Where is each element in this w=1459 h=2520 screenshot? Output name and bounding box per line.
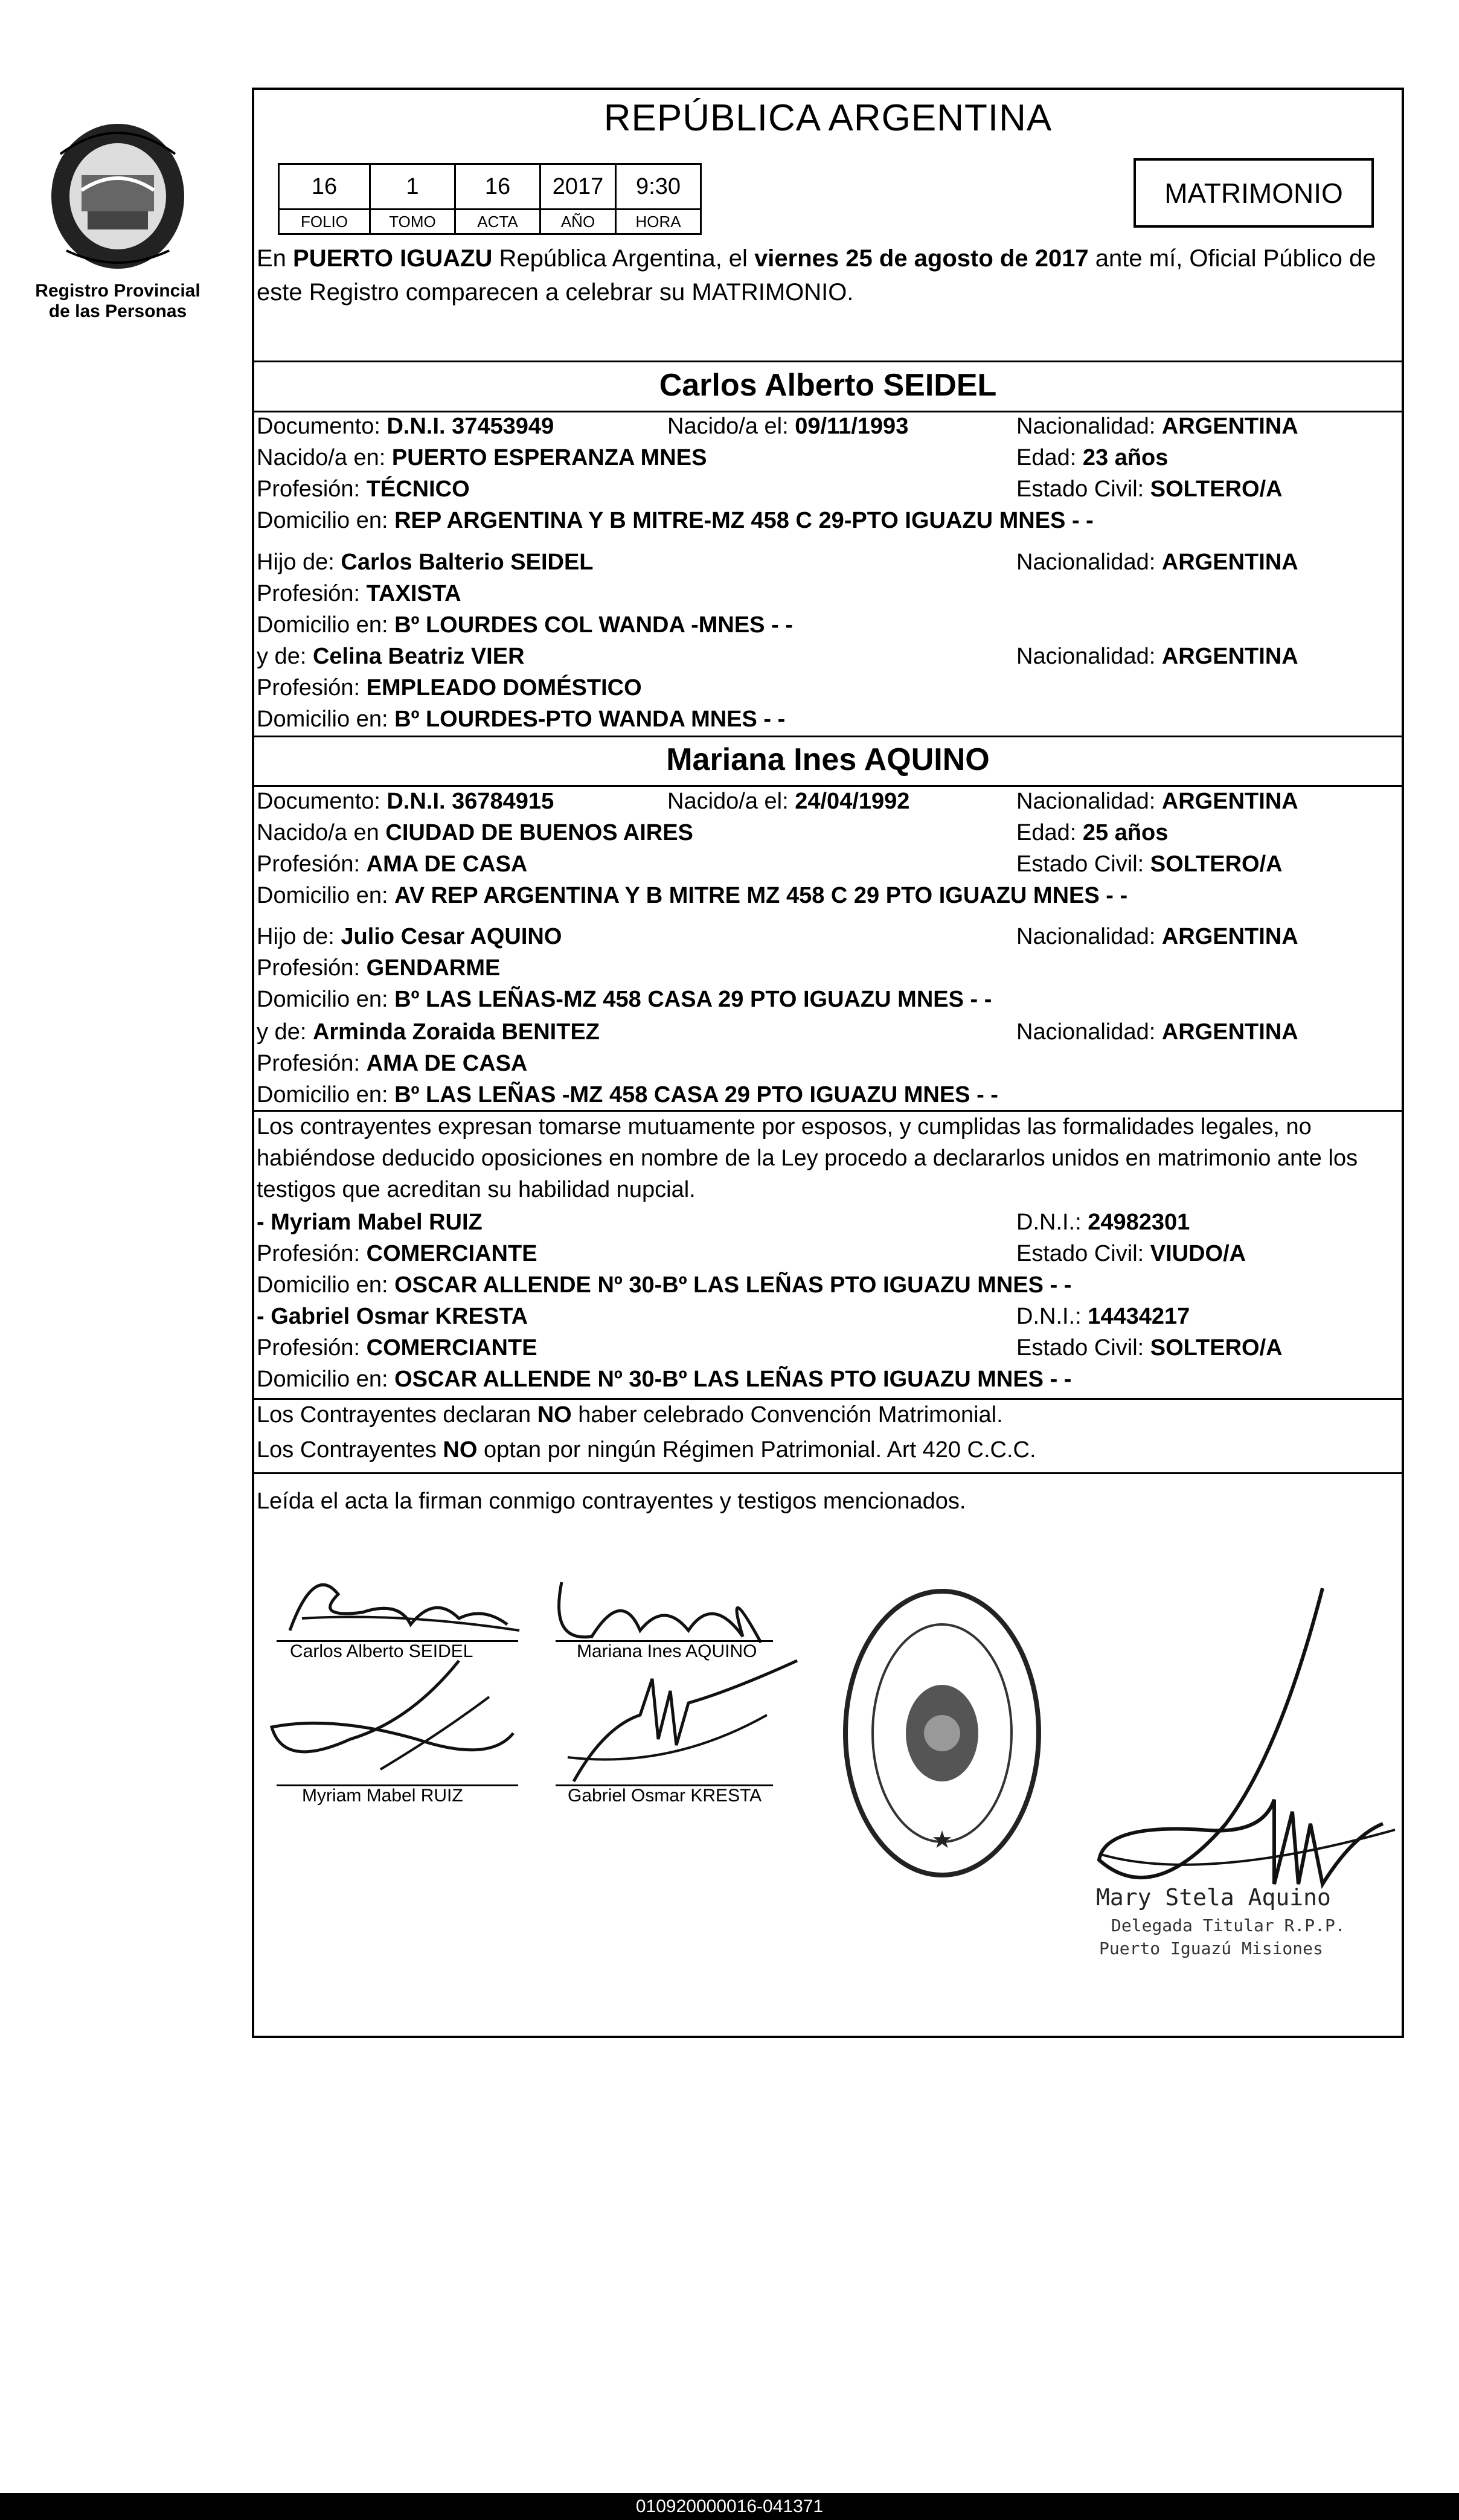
document-id-footer: 010920000016-041371: [0, 2493, 1459, 2520]
divider: [252, 736, 1404, 737]
label: Documento:: [257, 414, 387, 439]
label: Domicilio en:: [257, 508, 395, 533]
label: Hijo de:: [257, 550, 341, 575]
text: Los Contrayentes declaran: [257, 1402, 537, 1428]
intro-text-2: República Argentina, el: [492, 245, 755, 272]
spouse2-mother-nationality: [1016, 1019, 1298, 1045]
spouse1-civil-status: [1016, 476, 1283, 502]
label: Profesión:: [257, 851, 367, 877]
value: Bº LOURDES-PTO WANDA MNES - -: [394, 707, 786, 732]
intro-text-1: En: [257, 245, 293, 272]
label: Documento:: [257, 789, 387, 814]
folio-value: 16: [279, 164, 370, 210]
spouse1-age: [1016, 445, 1168, 471]
value: 23 años: [1082, 445, 1169, 470]
value: VIUDO/A: [1150, 1241, 1246, 1266]
value: ARGENTINA: [1161, 644, 1298, 669]
regime-statement: [257, 1437, 1036, 1463]
value: 24982301: [1088, 1210, 1190, 1235]
spouse2-father-address: [257, 987, 992, 1013]
label: Edad:: [1016, 445, 1083, 470]
spouse1-mother-nationality: [1016, 644, 1298, 670]
witness2-name: [257, 1304, 528, 1330]
label: Edad:: [1016, 820, 1083, 845]
logo-caption-line2: de las Personas: [48, 301, 187, 321]
label: D.N.I.:: [1016, 1210, 1088, 1235]
label: Profesión:: [257, 1335, 367, 1361]
spouse2-father-profession: [257, 955, 500, 981]
spouse1-birthdate: [667, 414, 908, 440]
hora-value: 9:30: [616, 164, 701, 210]
text: haber celebrado Convención Matrimonial.: [571, 1402, 1003, 1428]
label: Nacionalidad:: [1016, 1019, 1162, 1045]
label: Estado Civil:: [1016, 476, 1150, 502]
label: Estado Civil:: [1016, 1241, 1150, 1266]
intro-date: viernes 25 de agosto de 2017: [754, 245, 1089, 272]
divider: [252, 361, 1404, 362]
value: SOLTERO/A: [1150, 476, 1283, 502]
spouse2-mother: [257, 1019, 600, 1045]
svg-text:★: ★: [931, 1826, 953, 1854]
label: Nacido/a en:: [257, 445, 392, 470]
value: ARGENTINA: [1161, 414, 1298, 439]
label: Nacionalidad:: [1016, 789, 1162, 814]
spouse1-mother-address: [257, 707, 785, 733]
label: Domicilio en:: [257, 883, 395, 908]
value: TÉCNICO: [366, 476, 470, 502]
witness1-name: [257, 1210, 483, 1236]
value: Julio Cesar AQUINO: [341, 924, 562, 949]
tomo-label: TOMO: [370, 210, 455, 234]
label: Domicilio en:: [257, 987, 395, 1012]
value: Celina Beatriz VIER: [312, 644, 525, 669]
spouse2-father-nationality: [1016, 924, 1298, 950]
spouse1-name: Carlos Alberto SEIDEL: [659, 368, 997, 403]
witness2-civil-status: [1016, 1335, 1283, 1361]
divider: [252, 1398, 1404, 1400]
spouse2-birthdate: [667, 789, 909, 815]
misiones-coat-of-arms-logo: [36, 118, 199, 275]
label: Nacionalidad:: [1016, 414, 1162, 439]
spouse1-birthplace: [257, 445, 707, 471]
signature-label-mariana: Mariana Ines AQUINO: [577, 1641, 757, 1661]
spouse1-profession: [257, 476, 470, 502]
spouse2-document: [257, 789, 554, 815]
acta-value: 16: [455, 164, 540, 210]
spouse2-name: Mariana Ines AQUINO: [666, 742, 990, 777]
value: OSCAR ALLENDE Nº 30-Bº LAS LEÑAS PTO IGUAZU MNES - -: [394, 1367, 1072, 1392]
value: ARGENTINA: [1161, 550, 1298, 575]
label: Nacido/a el:: [667, 414, 795, 439]
signature-label-carlos: Carlos Alberto SEIDEL: [290, 1641, 473, 1661]
value: CIUDAD DE BUENOS AIRES: [385, 820, 693, 845]
label: Profesión:: [257, 1051, 367, 1076]
spouse2-age: [1016, 820, 1168, 846]
value: SOLTERO/A: [1150, 851, 1283, 877]
divider: [252, 785, 1404, 787]
label: Domicilio en:: [257, 612, 395, 638]
spouse1-father: [257, 550, 594, 575]
label: D.N.I.:: [1016, 1304, 1088, 1329]
label: y de:: [257, 1019, 313, 1045]
value: AMA DE CASA: [366, 1051, 528, 1076]
intro-text-3: ante mí, Oficial Público de este Registro comparecen a celebrar su MATRIMONIO.: [257, 245, 1376, 306]
convention-statement: [257, 1402, 1003, 1428]
value: AV REP ARGENTINA Y B MITRE MZ 458 C 29 PTO IGUAZU MNES - -: [394, 883, 1128, 908]
value: ARGENTINA: [1161, 1019, 1298, 1045]
label: Nacido/a en: [257, 820, 386, 845]
value: Bº LOURDES COL WANDA -MNES - -: [394, 612, 793, 638]
value: ARGENTINA: [1161, 924, 1298, 949]
value: REP ARGENTINA Y B MITRE-MZ 458 C 29-PTO IGUAZU MNES - -: [394, 508, 1094, 533]
spouse2-mother-profession: [257, 1051, 527, 1077]
value: AMA DE CASA: [366, 851, 528, 877]
spouse1-nationality: [1016, 414, 1298, 440]
logo-caption: [24, 281, 211, 322]
witness1-dni: [1016, 1210, 1190, 1236]
spouse2-civil-status: [1016, 851, 1283, 877]
value: 09/11/1993: [795, 414, 909, 439]
document-title: REPÚBLICA ARGENTINA: [603, 97, 1053, 139]
label: Nacionalidad:: [1016, 550, 1162, 575]
signature-label-gabriel: Gabriel Osmar KRESTA: [568, 1786, 762, 1806]
divider: [252, 411, 1404, 412]
closing-statement: Leída el acta la firman conmigo contrayentes y testigos mencionados.: [257, 1489, 966, 1514]
official-name: Mary Stela Aquino: [1096, 1884, 1331, 1911]
signature-gabriel-scrawl: [550, 1655, 803, 1794]
label: Profesión:: [257, 581, 367, 606]
intro-paragraph: [257, 242, 1401, 309]
value: 14434217: [1088, 1304, 1190, 1329]
folio-label: FOLIO: [279, 210, 370, 234]
spouse2-father: [257, 924, 562, 950]
text: Los Contrayentes: [257, 1437, 443, 1463]
spouse1-father-address: [257, 612, 793, 638]
value: GENDARME: [366, 955, 501, 981]
witness2-profession: [257, 1335, 537, 1361]
label: Profesión:: [257, 955, 367, 981]
value: SOLTERO/A: [1150, 1335, 1283, 1361]
value: Bº LAS LEÑAS -MZ 458 CASA 29 PTO IGUAZU MNES - -: [394, 1082, 998, 1108]
official-location: Puerto Iguazú Misiones: [1099, 1938, 1323, 1958]
spouse2-mother-address: [257, 1082, 998, 1108]
label: Hijo de:: [257, 924, 341, 949]
value: - Gabriel Osmar KRESTA: [257, 1304, 528, 1329]
label: Domicilio en:: [257, 1367, 395, 1392]
spouse1-document: [257, 414, 554, 440]
label: Domicilio en:: [257, 1272, 395, 1298]
signature-myriam-scrawl: [260, 1649, 525, 1794]
divider: [252, 1472, 1404, 1474]
label: Nacionalidad:: [1016, 644, 1162, 669]
record-header-table: [278, 163, 702, 235]
value: D.N.I. 37453949: [386, 414, 554, 439]
value: TAXISTA: [366, 581, 461, 606]
value: OSCAR ALLENDE Nº 30-Bº LAS LEÑAS PTO IGUAZU MNES - -: [394, 1272, 1072, 1298]
spouse2-nationality: [1016, 789, 1298, 815]
label: Profesión:: [257, 476, 367, 502]
text: optan por ningún Régimen Patrimonial. Art 420 C.C.C.: [477, 1437, 1036, 1463]
label: Estado Civil:: [1016, 851, 1150, 877]
value: Bº LAS LEÑAS-MZ 458 CASA 29 PTO IGUAZU MNES - -: [394, 987, 992, 1012]
value: COMERCIANTE: [366, 1241, 537, 1266]
value: ARGENTINA: [1161, 789, 1298, 814]
label: Nacido/a el:: [667, 789, 795, 814]
witness2-address: [257, 1367, 1071, 1393]
spouse2-address: [257, 883, 1127, 909]
label: Estado Civil:: [1016, 1335, 1150, 1361]
value: 24/04/1992: [795, 789, 910, 814]
label: Domicilio en:: [257, 1082, 395, 1108]
value: PUERTO ESPERANZA MNES: [391, 445, 707, 470]
official-role: Delegada Titular R.P.P.: [1111, 1916, 1345, 1935]
witness1-profession: [257, 1241, 537, 1267]
hora-label: HORA: [616, 210, 701, 234]
spouse1-father-nationality: [1016, 550, 1298, 575]
emphasis: NO: [537, 1402, 572, 1428]
value: 25 años: [1082, 820, 1169, 845]
spouse1-mother-profession: [257, 675, 642, 701]
witness1-civil-status: [1016, 1241, 1246, 1267]
ano-value: 2017: [540, 164, 616, 210]
logo-caption-line1: Registro Provincial: [35, 281, 200, 301]
spouse1-address: [257, 508, 1094, 534]
value: EMPLEADO DOMÉSTICO: [366, 675, 642, 701]
label: Profesión:: [257, 675, 367, 701]
declaration-paragraph: Los contrayentes expresan tomarse mutuamente por esposos, y cumplidas las formalidades legales, no habiéndose deducido oposiciones en nombre de la Ley procedo a declararlos unidos en matrimonio ante los testigos que acreditan su habilidad nupcial.: [257, 1114, 1358, 1202]
label: Domicilio en:: [257, 707, 395, 732]
value: Arminda Zoraida BENITEZ: [312, 1019, 600, 1045]
label: y de:: [257, 644, 313, 669]
value: Carlos Balterio SEIDEL: [341, 550, 594, 575]
signature-label-myriam: Myriam Mabel RUIZ: [302, 1786, 463, 1806]
label: Profesión:: [257, 1241, 367, 1266]
label: Nacionalidad:: [1016, 924, 1162, 949]
witness2-dni: [1016, 1304, 1190, 1330]
emphasis: NO: [443, 1437, 478, 1463]
value: COMERCIANTE: [366, 1335, 537, 1361]
value: D.N.I. 36784915: [386, 789, 554, 814]
registry-seal-stamp: [839, 1582, 1045, 1884]
tomo-value: 1: [370, 164, 455, 210]
spouse2-birthplace: [257, 820, 693, 846]
ano-label: AÑO: [540, 210, 616, 234]
witness1-address: [257, 1272, 1071, 1298]
certificate-type-box: MATRIMONIO: [1134, 158, 1374, 228]
intro-city: PUERTO IGUAZU: [293, 245, 493, 272]
value: - Myriam Mabel RUIZ: [257, 1210, 483, 1235]
spouse2-profession: [257, 851, 527, 877]
acta-label: ACTA: [455, 210, 540, 234]
spouse1-father-profession: [257, 581, 461, 607]
spouse1-mother: [257, 644, 525, 670]
